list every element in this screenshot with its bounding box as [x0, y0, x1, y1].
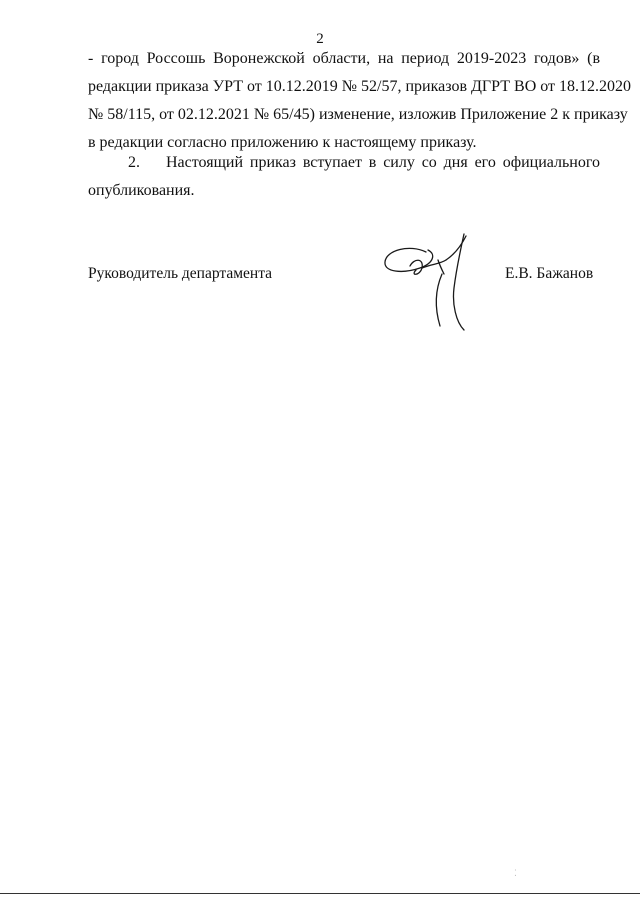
signer-position: Руководитель департамента [88, 265, 273, 282]
paragraph-2-number: 2. [128, 154, 140, 171]
paragraph-1-line-4: в редакции согласно приложению к настоящему приказу. [88, 134, 477, 151]
scan-bottom-edge [0, 893, 640, 894]
paragraph-2-line-2: опубликования. [88, 182, 195, 199]
paragraph-1-line-2: редакции приказа УРТ от 10.12.2019 № 52/57, приказов ДГРТ ВО от 18.12.2020 [88, 78, 632, 95]
paragraph-2-line-1-text: Настоящий приказ вступает в силу со дня его официального [166, 154, 600, 171]
paragraph-2 [88, 149, 600, 205]
paragraph-1 [88, 45, 632, 157]
signature-block [0, 260, 640, 350]
paragraph-2-line-1 [88, 149, 600, 177]
signer-name: Е.В. Бажанов [505, 265, 594, 282]
paragraph-1-line-3: № 58/115, от 02.12.2021 № 65/45) изменение, изложив Приложение 2 к приказу [88, 106, 628, 123]
handwritten-signature [380, 230, 500, 340]
page-number: 2 [316, 31, 324, 47]
scan-edge-mark: ⁚ [514, 868, 517, 878]
paragraph-1-line-1: - город Россошь Воронежской области, на период 2019-2023 годов» (в [88, 50, 600, 67]
